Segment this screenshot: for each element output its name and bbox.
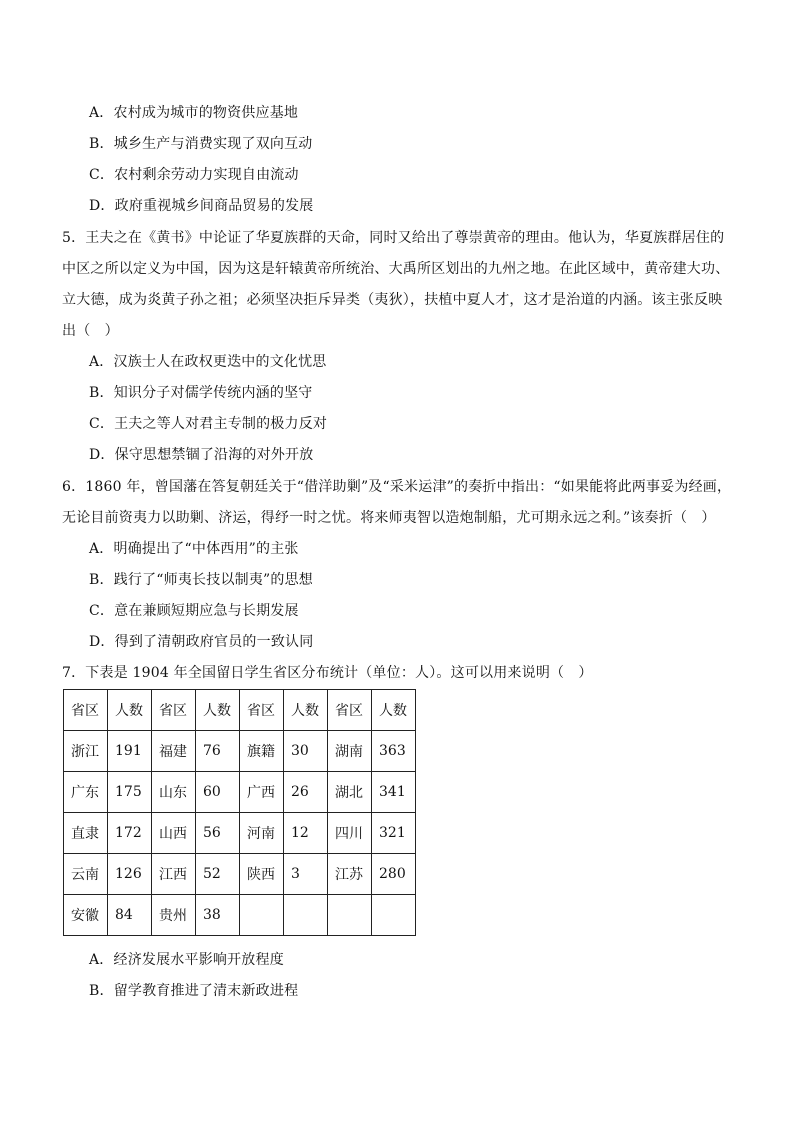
table-cell: 52 <box>196 854 240 895</box>
q6-option-a: A．明确提出了“中体西用”的主张 <box>89 541 299 557</box>
q6-option-c: C．意在兼顾短期应急与长期发展 <box>89 603 299 619</box>
header-cell: 省区 <box>64 690 108 731</box>
q7-option-b: B．留学教育推进了清末新政进程 <box>89 983 299 999</box>
table-cell: 341 <box>372 772 416 813</box>
header-cell: 人数 <box>372 690 416 731</box>
table-cell: 湖北 <box>328 772 372 813</box>
header-cell: 人数 <box>284 690 328 731</box>
table-cell: 172 <box>108 813 152 854</box>
table-cell: 四川 <box>328 813 372 854</box>
header-cell: 人数 <box>196 690 240 731</box>
table-row <box>64 813 416 854</box>
table-cell: 30 <box>284 731 328 772</box>
q5-option-d: D．保守思想禁锢了沿海的对外开放 <box>89 447 314 463</box>
q4-option-a: A．农村成为城市的物资供应基地 <box>89 105 299 121</box>
table-cell: 山西 <box>152 813 196 854</box>
table-cell: 26 <box>284 772 328 813</box>
table-cell: 旗籍 <box>240 731 284 772</box>
table-row <box>64 772 416 813</box>
q5-option-a: A．汉族士人在政权更迭中的文化忧思 <box>89 354 327 370</box>
table-cell: 湖南 <box>328 731 372 772</box>
header-cell: 省区 <box>152 690 196 731</box>
table-cell: 安徽 <box>64 895 108 936</box>
table-cell: 76 <box>196 731 240 772</box>
table-cell <box>328 895 372 936</box>
q5-stem-line: 出（ ） <box>62 323 119 339</box>
table-cell: 12 <box>284 813 328 854</box>
table-cell: 河南 <box>240 813 284 854</box>
table-cell: 云南 <box>64 854 108 895</box>
table-cell <box>372 895 416 936</box>
q6-stem-line: 无论目前资夷力以助剿、济运，得纾一时之忧。将来师夷智以造炮制船，尤可期永远之利。”该奏折（ ） <box>62 510 716 526</box>
q5-stem-line: 立大德，成为炎黄子孙之祖；必须坚决拒斥异类（夷狄），扶植中夏人才，这才是治道的内涵。该主张反映 <box>62 292 723 308</box>
q5-stem-line: 中区之所以定义为中国，因为这是轩辕黄帝所统治、大禹所区划出的九州之地。在此区域中，黄帝建大功、 <box>62 261 730 277</box>
table-cell: 广东 <box>64 772 108 813</box>
table-cell: 175 <box>108 772 152 813</box>
table-cell: 3 <box>284 854 328 895</box>
table-cell: 363 <box>372 731 416 772</box>
table-cell <box>284 895 328 936</box>
table-cell: 84 <box>108 895 152 936</box>
header-cell: 人数 <box>108 690 152 731</box>
table-row <box>64 731 416 772</box>
q5-option-c: C．王夫之等人对君主专制的极力反对 <box>89 416 328 432</box>
table-cell: 江苏 <box>328 854 372 895</box>
table-cell: 江西 <box>152 854 196 895</box>
student-distribution-table <box>63 689 416 936</box>
table-cell: 280 <box>372 854 416 895</box>
table-row <box>64 854 416 895</box>
table-cell: 直隶 <box>64 813 108 854</box>
q5-option-b: B．知识分子对儒学传统内涵的坚守 <box>89 385 313 401</box>
table-cell: 贵州 <box>152 895 196 936</box>
q6-option-d: D．得到了清朝政府官员的一致认同 <box>89 634 314 650</box>
table-header-row <box>64 690 416 731</box>
table-cell: 山东 <box>152 772 196 813</box>
header-cell: 省区 <box>328 690 372 731</box>
header-cell: 省区 <box>240 690 284 731</box>
table-cell: 38 <box>196 895 240 936</box>
q6-stem-line: 6．1860 年，曾国藩在答复朝廷关于“借洋助剿”及“采米运津”的奏折中指出：“如果能将此两事妥为经画， <box>62 479 732 495</box>
q4-option-d: D．政府重视城乡间商品贸易的发展 <box>89 198 314 214</box>
table-cell: 126 <box>108 854 152 895</box>
q7-option-a: A．经济发展水平影响开放程度 <box>89 952 284 968</box>
q4-option-b: B．城乡生产与消费实现了双向互动 <box>89 136 313 152</box>
q4-option-c: C．农村剩余劳动力实现自由流动 <box>89 167 299 183</box>
table-cell <box>240 895 284 936</box>
table-cell: 321 <box>372 813 416 854</box>
table-cell: 浙江 <box>64 731 108 772</box>
table-cell: 56 <box>196 813 240 854</box>
table-cell: 191 <box>108 731 152 772</box>
table-cell: 60 <box>196 772 240 813</box>
q7-stem: 7．下表是 1904 年全国留日学生省区分布统计（单位：人）。这可以用来说明（ ） <box>62 665 593 681</box>
table-row <box>64 895 416 936</box>
table-cell: 陕西 <box>240 854 284 895</box>
table-cell: 广西 <box>240 772 284 813</box>
q6-option-b: B．践行了“师夷长技以制夷”的思想 <box>89 572 314 588</box>
table-cell: 福建 <box>152 731 196 772</box>
q5-stem-line: 5．王夫之在《黄书》中论证了华夏族群的天命，同时又给出了尊崇黄帝的理由。他认为，华夏族群居住的 <box>62 230 725 246</box>
